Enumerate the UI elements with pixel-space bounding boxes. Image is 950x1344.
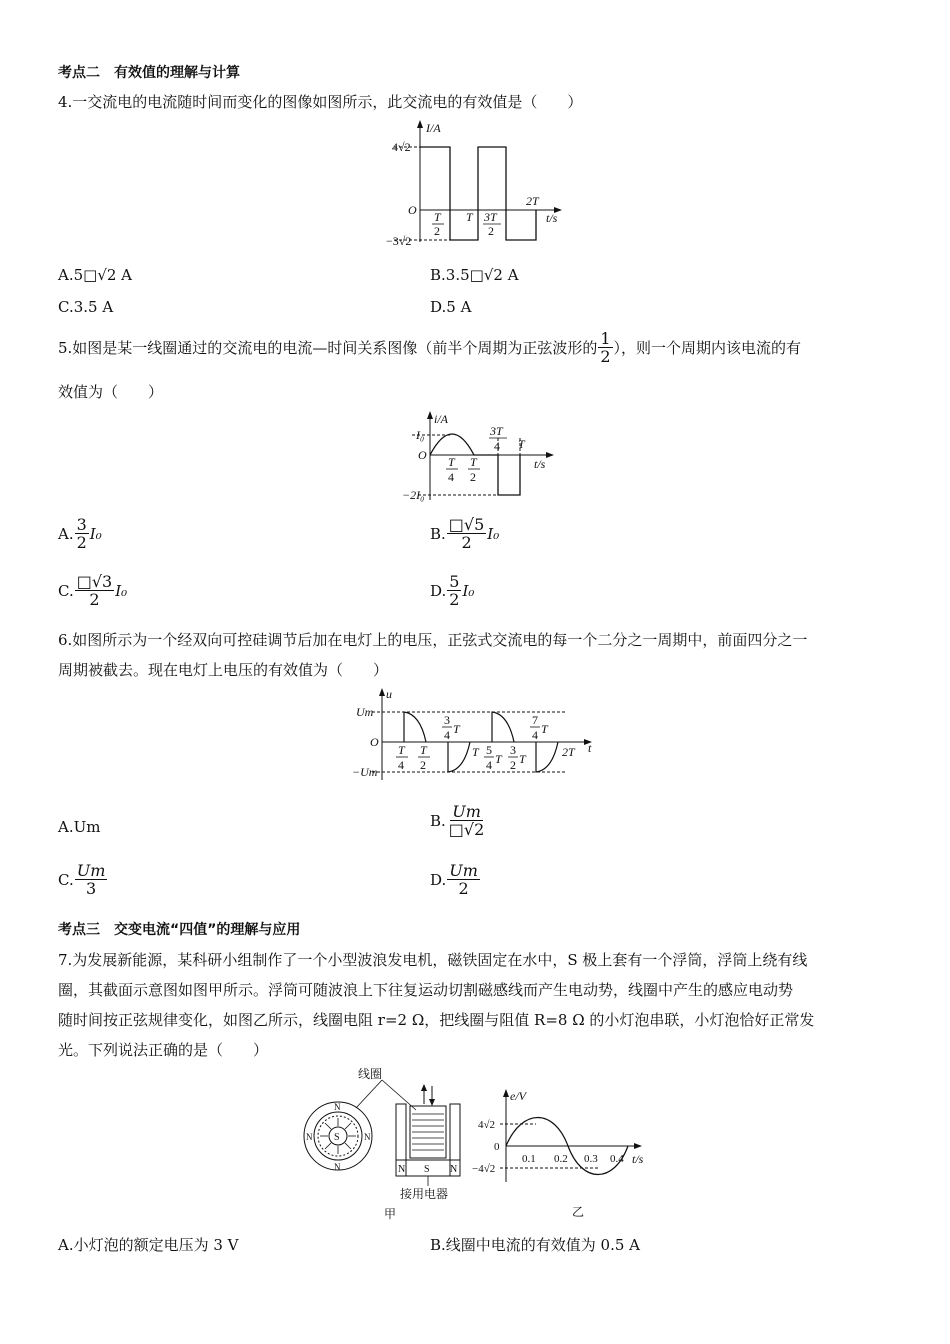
fraction-denominator: □√2 — [448, 820, 485, 839]
fraction-numerator: Um — [449, 861, 478, 880]
magnet-s-label: S — [334, 1132, 340, 1143]
option-b[interactable] — [430, 516, 499, 551]
option-fraction — [75, 573, 115, 608]
fraction-numerator: □√5 — [448, 515, 485, 534]
origin-label: O — [370, 735, 379, 749]
tick-4: T — [472, 745, 479, 759]
option-d[interactable] — [430, 862, 481, 897]
y-top-label: I₀ — [416, 428, 425, 442]
y-top-label: 4√2 — [478, 1119, 496, 1131]
question-5-stem-line2: 效值为（ ） — [58, 383, 164, 401]
tick-8: 2T — [562, 745, 575, 759]
option-a[interactable] — [58, 516, 102, 551]
option-label: D. — [430, 870, 447, 889]
option-b[interactable]: B.3.5□√2 A — [430, 266, 519, 284]
option-a[interactable]: A.小灯泡的额定电压为 3 V — [58, 1236, 239, 1254]
origin-label: O — [418, 448, 427, 462]
tick-7-unit: T — [541, 722, 548, 736]
magnet-n-label: N — [450, 1164, 458, 1175]
tick-7-den: 4 — [532, 728, 538, 742]
tick-5-num: 5 — [486, 743, 492, 757]
magnet-n-label: N — [398, 1164, 406, 1175]
y-axis-label: u — [386, 687, 392, 701]
y-top-label: Um — [356, 705, 374, 719]
option-label: C. — [58, 870, 74, 889]
option-b[interactable] — [430, 803, 487, 838]
x-tick: 0.2 — [554, 1153, 568, 1165]
q5-current-graph — [396, 408, 566, 504]
fraction-denominator: 3 — [85, 879, 97, 898]
device-label: 接用电器 — [400, 1187, 449, 1201]
option-unit: I₀ — [115, 581, 128, 600]
magnet-n-label: N — [334, 1102, 341, 1112]
option-c[interactable]: C.3.5 A — [58, 298, 114, 316]
option-d[interactable] — [430, 573, 474, 608]
option-unit: I₀ — [89, 524, 102, 543]
tick-2-den: 2 — [420, 758, 426, 772]
y-top-label: 4√2 — [392, 140, 411, 154]
option-unit: I₀ — [462, 581, 475, 600]
tick-2T: 2T — [526, 194, 539, 208]
magnet-n-label: N — [334, 1162, 341, 1172]
y-axis-label: I/A — [426, 121, 441, 135]
option-unit: I₀ — [487, 524, 500, 543]
question-7-line4: 光。下列说法正确的是（ ） — [58, 1041, 269, 1059]
option-fraction — [447, 862, 480, 897]
section-title: 考点三 交变电流“四值”的理解与应用 — [58, 922, 301, 938]
tick-5-unit: T — [495, 752, 502, 766]
fraction-denominator: 2 — [600, 347, 611, 366]
option-c[interactable] — [58, 573, 127, 608]
tick-2-num: T — [420, 743, 427, 757]
x-axis-label: t/s — [632, 1152, 644, 1166]
tick-3q-den: 4 — [494, 439, 500, 453]
fraction-denominator: 2 — [76, 533, 87, 552]
question-4-stem: 4.一交流电的电流随时间而变化的图像如图所示，此交流电的有效值是（ ） — [58, 93, 583, 111]
stem-fraction — [598, 330, 612, 365]
option-fraction — [75, 862, 108, 897]
origin-label: O — [408, 203, 417, 217]
wave-generator-diagram — [300, 1064, 470, 1222]
y-bottom-label: −2I₀ — [402, 488, 425, 502]
coil-label: 线圈 — [358, 1067, 383, 1081]
option-a[interactable]: A.5□√2 A — [58, 266, 133, 284]
tick-quarter-den: 4 — [448, 470, 454, 484]
question-5-stem — [58, 330, 801, 365]
option-b[interactable]: B.线圈中电流的有效值为 0.5 A — [430, 1236, 641, 1254]
tick-1-num: T — [398, 743, 405, 757]
stem-part2: ），则一个周期内该电流的有 — [613, 338, 802, 357]
tick-3-num: 3 — [444, 713, 450, 727]
origin-label: 0 — [494, 1141, 500, 1153]
emf-sine-graph — [470, 1084, 660, 1220]
tick-1-den: 4 — [398, 758, 404, 772]
q4-square-wave-graph — [380, 118, 580, 250]
y-bottom-label: −4√2 — [472, 1163, 496, 1175]
tick-3half-num: 3T — [484, 210, 497, 224]
figure-caption: 乙 — [572, 1205, 585, 1219]
tick-3half-den: 2 — [488, 224, 494, 238]
tick-6-num: 3 — [510, 743, 516, 757]
question-6-stem-line1: 6.如图所示为一个经双向可控硅调节后加在电灯上的电压，正弦式交流电的每一个二分之一周期中，前面四分之一 — [58, 631, 808, 649]
tick-half-num: T — [434, 210, 441, 224]
tick-half-den: 2 — [470, 470, 476, 484]
fraction-denominator: 2 — [449, 590, 460, 609]
x-axis-label: t — [588, 741, 592, 755]
y-bottom-label: −3√2 — [386, 234, 412, 248]
option-c[interactable] — [58, 862, 108, 897]
tick-7-num: 7 — [532, 713, 538, 727]
option-label: A. — [58, 524, 74, 543]
tick-T: T — [466, 210, 473, 224]
stem-part1: 5.如图是某一线圈通过的交流电的电流—时间关系图像（前半个周期为正弦波形的 — [58, 338, 598, 357]
tick-3-den: 4 — [444, 728, 450, 742]
option-fraction — [75, 516, 89, 551]
option-d[interactable]: D.5 A — [430, 298, 472, 316]
option-a[interactable]: A.Um — [58, 818, 101, 836]
question-6-stem-line2: 周期被截去。现在电灯上电压的有效值为（ ） — [58, 661, 389, 679]
tick-3q-num: 3T — [490, 424, 503, 438]
fraction-numerator: Um — [76, 861, 106, 880]
option-label: D. — [430, 581, 447, 600]
x-axis-label: t/s — [534, 457, 546, 471]
question-7-line2: 圈，其截面示意图如图甲所示。浮筒可随波浪上下往复运动切割磁感线而产生电动势，线圈中产生的感应电动势 — [58, 981, 794, 999]
fraction-numerator: 3 — [76, 515, 87, 534]
y-axis-label: e/V — [510, 1089, 526, 1103]
y-axis-label: i/A — [434, 412, 448, 426]
tick-6-den: 2 — [510, 758, 516, 772]
tick-T: T — [518, 437, 525, 451]
y-bottom-label: −Um — [352, 765, 378, 779]
fraction-numerator: 5 — [449, 572, 460, 591]
section-title: 考点二 有效值的理解与计算 — [58, 65, 240, 81]
q6-voltage-graph — [350, 686, 600, 784]
option-fraction — [447, 516, 487, 551]
x-axis-label: t/s — [546, 211, 558, 225]
x-tick: 0.4 — [610, 1153, 624, 1165]
tick-3-unit: T — [453, 722, 460, 736]
option-label: B. — [430, 811, 446, 830]
fraction-denominator: 2 — [458, 879, 469, 898]
x-tick: 0.3 — [584, 1153, 598, 1165]
option-label: B. — [430, 524, 446, 543]
tick-5-den: 4 — [486, 758, 492, 772]
tick-half-den: 2 — [434, 224, 440, 238]
figure-caption: 甲 — [384, 1207, 397, 1221]
magnet-s-label: S — [424, 1164, 430, 1175]
option-fraction — [447, 573, 461, 608]
tick-half-num: T — [470, 455, 477, 469]
question-7-line1: 7.为发展新能源，某科研小组制作了一个小型波浪发电机，磁铁固定在水中，S 极上套有一个浮筒，浮筒上绕有线 — [58, 951, 808, 969]
fraction-numerator: □√3 — [76, 572, 113, 591]
tick-6-unit: T — [519, 752, 526, 766]
magnet-n-label: N — [364, 1132, 371, 1142]
fraction-denominator: 2 — [89, 590, 100, 609]
fraction-numerator: 1 — [600, 329, 611, 348]
option-label: C. — [58, 581, 74, 600]
fraction-denominator: 2 — [461, 533, 472, 552]
fraction-numerator: Um — [452, 802, 481, 821]
magnet-n-label: N — [306, 1132, 313, 1142]
tick-quarter-num: T — [448, 455, 455, 469]
question-7-line3: 随时间按正弦规律变化，如图乙所示，线圈电阻 r=2 Ω，把线圈与阻值 R=8 Ω 的小灯泡串联，小灯泡恰好正常发 — [58, 1011, 815, 1029]
option-fraction — [447, 803, 487, 838]
x-tick: 0.1 — [522, 1153, 536, 1165]
